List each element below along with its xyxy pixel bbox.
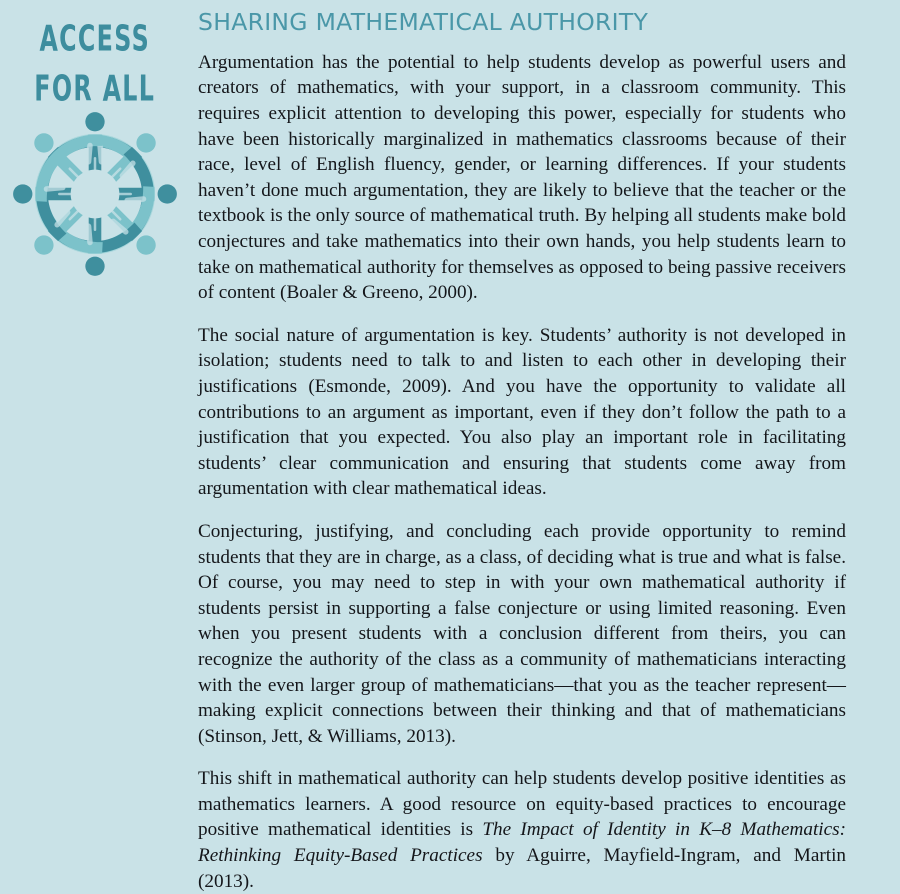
text-run: Argumentation has the potential to help students develop as powerful users and creators of mathematics, with your support, in a classroom community. This requires explicit attention to developing this power, especially for students who have been historically marginalized in mathematics classrooms because of their race, level of English fluency, gender, or learning differences. If your students haven’t done much argumentation, they are likely to believe that the teacher or the textbook is the only source of mathematical truth. By helping all students make bold conjectures and take mathematics into their own hands, you help students learn to take on mathematical authority for themselves as opposed to being passive receivers of content (Boaler & Greeno, 2000). — [198, 51, 846, 304]
brand-line-for-all: FOR ALL — [34, 67, 156, 110]
page-title: SHARING MATHEMATICAL AUTHORITY — [198, 8, 649, 36]
article-content — [190, 0, 900, 892]
paragraph-p2 — [198, 323, 846, 502]
paragraph-p4 — [198, 766, 846, 894]
book-title-italic: The Impact of Identity in K–8 Mathematics: Rethinking Equity-Based Practices — [198, 819, 846, 867]
text-run: The social nature of argumentation is key. Students’ authority is not developed in isolation; students need to talk to and listen to each other in developing their justifications (Esmonde, 2009). And you have the opportunity to validate all contributions to an argument as important, even if they don’t follow the path to a justification that you expected. You also play an important role in facilitating students’ clear communication and ensuring that students come away from argumentation with clear mathematical ideas. — [198, 324, 846, 500]
paragraph-p3 — [198, 519, 846, 749]
people-circle-logo — [11, 110, 179, 278]
brand-heading — [35, 14, 156, 114]
body-copy — [198, 50, 846, 894]
paragraph-p1 — [198, 50, 846, 306]
text-run: Conjecturing, justifying, and concluding each provide opportunity to remind students that they are in charge, as a class, of deciding what is true and what is false. Of course, you may need to step in with your own mathematical authority if students persist in supporting a false conjecture or using limited reasoning. Even when you present students with a conclusion different from theirs, you can recognize the authority of the class as a community of mathematicians interacting with the even larger group of mathematicians—that you as the teacher represent—making explicit connections between their thinking and that of mathematicians (Stinson, Jett, & Williams, 2013). — [198, 520, 846, 747]
brand-line-access: ACCESS — [39, 17, 151, 60]
sidebar — [0, 0, 190, 779]
text-run: This shift in mathematical authority can help students develop positive identities as mathematics learners. A good resource on equity-based practices to encourage positive mathematical identities is — [198, 768, 846, 841]
text-run: by Aguirre, Mayfield-Ingram, and Martin (2013). — [198, 845, 846, 892]
